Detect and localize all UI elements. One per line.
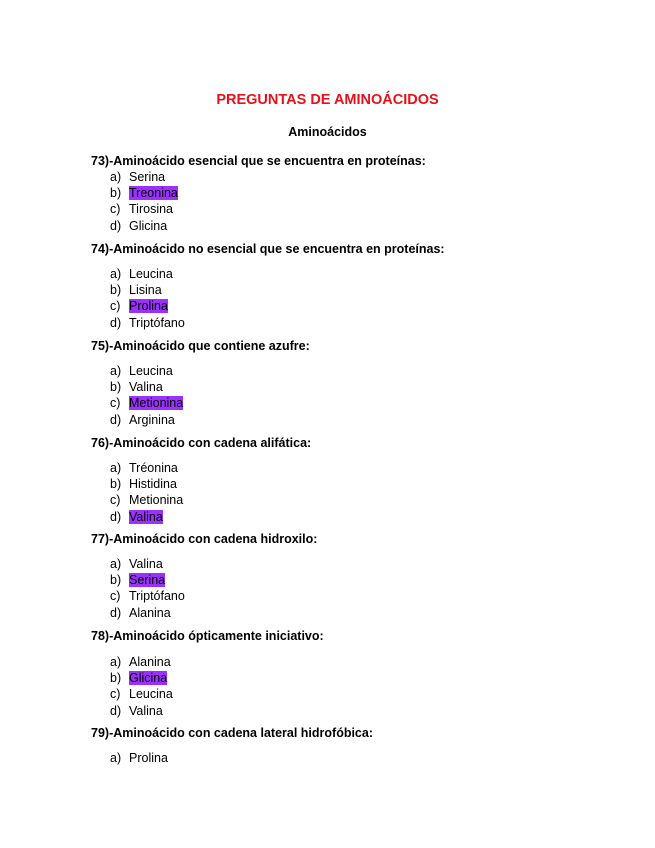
option-letter: a) — [110, 170, 122, 184]
option-letter: a) — [110, 461, 122, 475]
option-letter: c) — [110, 299, 121, 314]
option-letter: c) — [110, 202, 121, 217]
option-text: Alanina — [129, 655, 171, 669]
option-letter: d) — [110, 509, 122, 524]
question-73: 73)-Aminoácido esencial que se encuentra en proteínas: — [91, 154, 426, 168]
options-77 — [110, 556, 185, 621]
option-text: Tréonina — [129, 461, 178, 475]
option-item — [110, 686, 173, 702]
options-73 — [110, 169, 178, 234]
option-text-highlighted: Valina — [129, 509, 163, 524]
option-item — [110, 605, 185, 621]
option-item — [110, 703, 173, 719]
option-item — [110, 363, 183, 379]
option-letter: c) — [110, 396, 121, 411]
option-letter: c) — [110, 687, 121, 702]
option-item — [110, 379, 183, 395]
option-text: Leucina — [129, 364, 173, 378]
options-76 — [110, 460, 183, 525]
option-item — [110, 266, 185, 282]
option-item — [110, 654, 173, 670]
option-item — [110, 201, 178, 217]
option-letter: a) — [110, 557, 122, 571]
option-item — [110, 750, 168, 766]
option-text: Tirosina — [129, 202, 173, 217]
option-item — [110, 169, 178, 185]
option-letter: c) — [110, 589, 121, 604]
options-74 — [110, 266, 185, 331]
option-letter: b) — [110, 283, 122, 298]
option-item — [110, 395, 183, 411]
options-79 — [110, 750, 168, 766]
option-item — [110, 556, 185, 572]
option-text: Triptófano — [129, 315, 185, 330]
option-item — [110, 460, 183, 476]
option-text-highlighted: Metionina — [129, 396, 184, 411]
option-text: Histidina — [129, 477, 177, 492]
option-letter: c) — [110, 493, 121, 508]
option-item — [110, 670, 173, 686]
option-letter: d) — [110, 218, 122, 233]
page-subtitle: Aminoácidos — [288, 125, 367, 139]
options-75 — [110, 363, 183, 428]
option-text-highlighted: Treonina — [129, 186, 178, 201]
option-letter: b) — [110, 573, 122, 588]
option-letter: d) — [110, 412, 122, 427]
option-letter: b) — [110, 186, 122, 201]
question-75: 75)-Aminoácido que contiene azufre: — [91, 339, 310, 353]
option-text: Valina — [129, 557, 163, 571]
option-text-highlighted: Prolina — [129, 299, 168, 314]
option-item — [110, 185, 178, 201]
option-text: Leucina — [129, 267, 173, 281]
option-text: Valina — [129, 380, 163, 395]
option-letter: a) — [110, 751, 122, 765]
option-text: Serina — [129, 170, 166, 184]
option-letter: a) — [110, 655, 122, 669]
option-letter: d) — [110, 605, 122, 620]
option-text: Lisina — [129, 283, 162, 298]
option-letter: b) — [110, 671, 122, 686]
option-item — [110, 298, 185, 314]
option-letter: d) — [110, 315, 122, 330]
option-text: Leucina — [129, 687, 173, 702]
option-text: Arginina — [129, 412, 175, 427]
option-text: Metionina — [129, 493, 184, 508]
question-79: 79)-Aminoácido con cadena lateral hidrofóbica: — [91, 726, 374, 740]
option-item — [110, 282, 185, 298]
option-item — [110, 315, 185, 331]
option-letter: a) — [110, 267, 122, 281]
option-item — [110, 412, 183, 428]
option-item — [110, 572, 185, 588]
option-item — [110, 588, 185, 604]
option-item — [110, 218, 178, 234]
page-title: PREGUNTAS DE AMINOÁCIDOS — [216, 92, 439, 108]
option-item — [110, 509, 183, 525]
question-74: 74)-Aminoácido no esencial que se encuentra en proteínas: — [91, 242, 445, 256]
question-78: 78)-Aminoácido ópticamente iniciativo: — [91, 629, 324, 643]
option-text-highlighted: Glicina — [129, 671, 168, 686]
option-text-highlighted: Serina — [129, 573, 166, 588]
question-76: 76)-Aminoácido con cadena alifática: — [91, 436, 312, 450]
question-77: 77)-Aminoácido con cadena hidroxilo: — [91, 532, 318, 546]
option-letter: b) — [110, 380, 122, 395]
option-text: Triptófano — [129, 589, 185, 604]
option-item — [110, 476, 183, 492]
options-78 — [110, 654, 173, 719]
option-text: Valina — [129, 703, 163, 718]
option-text: Glicina — [129, 218, 168, 233]
option-letter: d) — [110, 703, 122, 718]
option-text: Alanina — [129, 605, 171, 620]
option-text: Prolina — [129, 751, 168, 765]
option-item — [110, 492, 183, 508]
option-letter: a) — [110, 364, 122, 378]
option-letter: b) — [110, 477, 122, 492]
